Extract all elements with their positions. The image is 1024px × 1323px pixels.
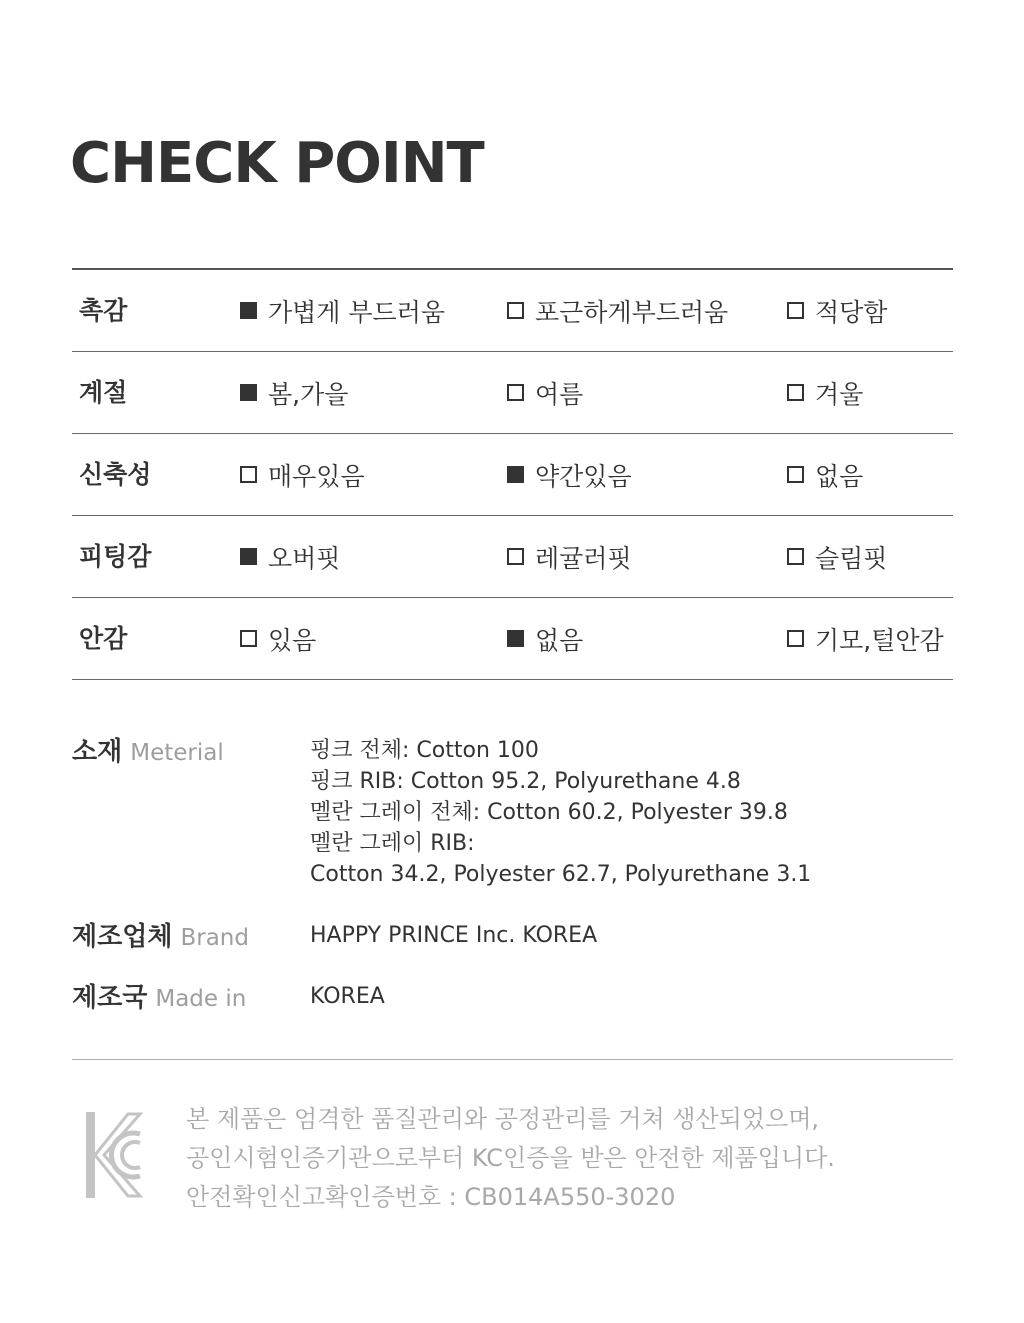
material-line: Cotton 34.2, Polyester 62.7, Polyurethane 3.1: [310, 862, 812, 887]
table-row-lining: [72, 598, 953, 680]
option-label: 포근하게부드러움: [535, 297, 729, 327]
option-label: 적당함: [815, 297, 888, 327]
kc-notice-line: 공인시험인증기관으로부터 KC인증을 받은 안전한 제품입니다.: [186, 1144, 835, 1172]
checked-box-icon: [507, 466, 524, 483]
page-title: CHECK POINT: [70, 131, 484, 196]
kc-notice-line: 본 제품은 엄격한 품질관리와 공정관리를 거쳐 생산되었으며,: [186, 1105, 820, 1133]
section-divider: [72, 1059, 953, 1060]
table-row-season: [72, 352, 953, 434]
brand-label-ko: 제조업체: [72, 922, 173, 952]
unchecked-box-icon: [787, 548, 804, 565]
checked-box-icon: [507, 630, 524, 647]
unchecked-box-icon: [507, 384, 524, 401]
unchecked-box-icon: [787, 466, 804, 483]
material-line: 핑크 RIB: Cotton 95.2, Polyurethane 4.8: [310, 769, 741, 794]
material-label-ko: 소재: [72, 737, 123, 767]
checked-box-icon: [240, 302, 257, 319]
checked-box-icon: [240, 548, 257, 565]
option-label: 레귤러핏: [535, 543, 632, 573]
origin-country: KOREA: [310, 984, 385, 1009]
option-unlined: [507, 598, 583, 679]
option-soft-light: [240, 270, 445, 351]
unchecked-box-icon: [507, 302, 524, 319]
option-label: 매우있음: [268, 461, 365, 491]
option-label: 여름: [535, 379, 584, 409]
option-label: 겨울: [815, 379, 864, 409]
origin-value: [310, 981, 385, 1012]
option-label: 기모,털안감: [815, 625, 944, 655]
brand-value: [310, 920, 597, 951]
table-row-fit: [72, 516, 953, 598]
option-winter: [787, 352, 863, 433]
kc-notice: [186, 1100, 835, 1217]
row-label: 안감: [79, 624, 128, 653]
material-line: 핑크 전체: Cotton 100: [310, 738, 539, 763]
unchecked-box-icon: [787, 302, 804, 319]
option-soft-cozy: [507, 270, 728, 351]
row-label: 촉감: [79, 296, 128, 325]
option-label: 봄,가을: [268, 379, 349, 409]
option-regular-fit: [507, 516, 632, 597]
unchecked-box-icon: [787, 630, 804, 647]
material-label-en: Meterial: [130, 740, 224, 766]
option-label: 슬림핏: [815, 543, 888, 573]
kc-certification-icon: [84, 1110, 144, 1204]
unchecked-box-icon: [240, 466, 257, 483]
brand-label: [72, 916, 249, 953]
option-overfit: [240, 516, 340, 597]
origin-label-en: Made in: [155, 986, 247, 1012]
unchecked-box-icon: [507, 548, 524, 565]
material-line: 멜란 그레이 RIB:: [310, 831, 475, 856]
option-label: 약간있음: [535, 461, 632, 491]
row-label: 계절: [79, 378, 128, 407]
option-slightly-stretchy: [507, 434, 632, 515]
row-label: 신축성: [79, 460, 152, 489]
option-label: 있음: [268, 625, 317, 655]
option-summer: [507, 352, 583, 433]
kc-certificate-number: 안전확인신고확인증번호 : CB014A550-3020: [186, 1183, 676, 1211]
option-fleece-lined: [787, 598, 944, 679]
option-no-stretch: [787, 434, 863, 515]
row-label: 피팅감: [79, 542, 152, 571]
unchecked-box-icon: [240, 630, 257, 647]
option-moderate: [787, 270, 887, 351]
option-label: 가볍게 부드러움: [268, 297, 445, 327]
table-row-texture: [72, 270, 953, 352]
material-value: [310, 735, 811, 890]
option-very-stretchy: [240, 434, 365, 515]
origin-label-ko: 제조국: [72, 983, 148, 1013]
option-slim-fit: [787, 516, 887, 597]
material-line: 멜란 그레이 전체: Cotton 60.2, Polyester 39.8: [310, 800, 788, 825]
unchecked-box-icon: [787, 384, 804, 401]
table-row-elasticity: [72, 434, 953, 516]
material-label: [72, 731, 224, 768]
option-label: 오버핏: [268, 543, 341, 573]
origin-label: [72, 977, 246, 1014]
option-spring-fall: [240, 352, 348, 433]
check-point-table: [72, 268, 953, 680]
checked-box-icon: [240, 384, 257, 401]
brand-label-en: Brand: [180, 925, 249, 951]
option-label: 없음: [535, 625, 584, 655]
option-label: 없음: [815, 461, 864, 491]
option-lined: [240, 598, 316, 679]
brand-name: HAPPY PRINCE Inc. KOREA: [310, 923, 598, 948]
